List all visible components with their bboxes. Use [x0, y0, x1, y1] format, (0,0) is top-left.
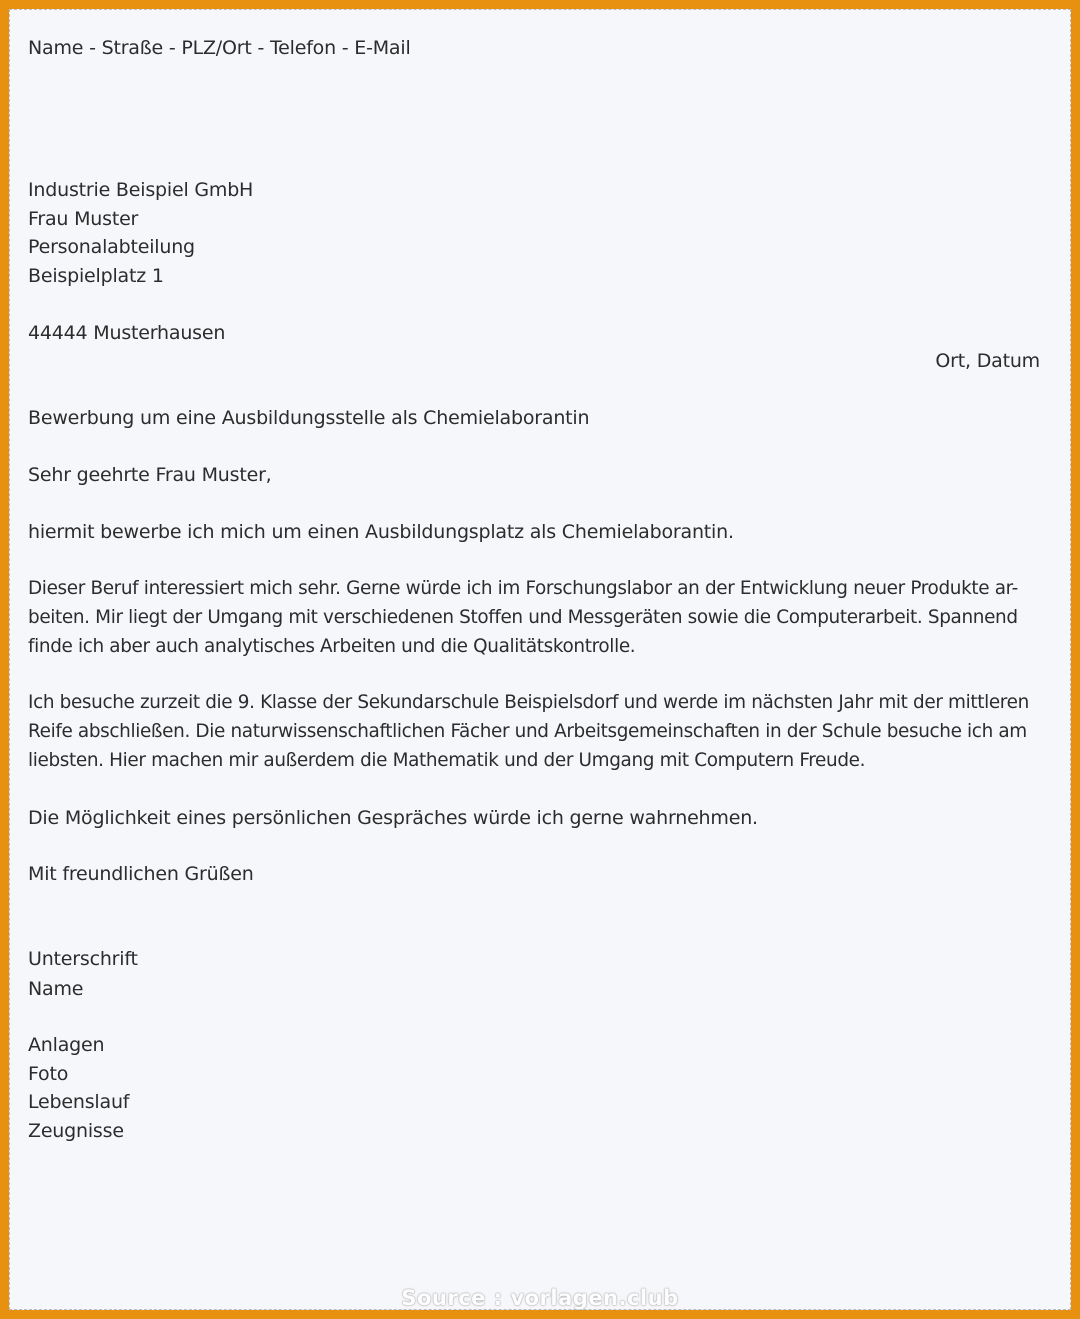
- recipient-company: Industrie Beispiel GmbH: [28, 179, 254, 201]
- paragraph-line: liebsten. Hier machen mir außerdem die Mathematik und der Umgang mit Computern Freude.: [28, 749, 866, 771]
- paragraph-line: Ich besuche zurzeit die 9. Klasse der Sekundarschule Beispielsdorf und werde im nächsten Jahr mit der mittleren: [28, 692, 1029, 713]
- recipient-department: Personalabteilung: [28, 236, 195, 258]
- recipient-person: Frau Muster: [28, 208, 139, 230]
- paragraph-interview: Die Möglichkeit eines persönlichen Gespräches würde ich gerne wahrnehmen.: [28, 807, 758, 829]
- paragraph-motivation: [28, 575, 1028, 661]
- recipient-street: Beispielplatz 1: [28, 265, 164, 287]
- paragraph-line: finde ich aber auch analytisches Arbeiten und die Qualitätskontrolle.: [28, 635, 636, 657]
- recipient-city: 44444 Musterhausen: [28, 322, 226, 344]
- intro-sentence: hiermit bewerbe ich mich um einen Ausbildungsplatz als Chemielaborantin.: [28, 521, 734, 543]
- attachments-heading: Anlagen: [28, 1034, 105, 1056]
- paragraph-school: [28, 689, 1028, 775]
- place-date: Ort, Datum: [935, 350, 1040, 372]
- attachment-item: Foto: [28, 1063, 69, 1085]
- paragraph-line: beiten. Mir liegt der Umgang mit verschiedenen Stoffen und Messgeräten sowie die Computerarbeit. Spannend: [28, 606, 1018, 628]
- signature-placeholder: Unterschrift: [28, 948, 138, 970]
- salutation: Sehr geehrte Frau Muster,: [28, 464, 272, 486]
- source-watermark: Source : vorlagen.club: [401, 1286, 679, 1310]
- subject-line: Bewerbung um eine Ausbildungsstelle als Chemielaborantin: [28, 407, 590, 429]
- paragraph-line: Dieser Beruf interessiert mich sehr. Gerne würde ich im Forschungslabor an der Entwicklung neuer Produkte ar-: [28, 578, 1018, 599]
- sender-name: Name: [28, 978, 84, 1000]
- sender-line: Name - Straße - PLZ/Ort - Telefon - E-Mail: [28, 37, 411, 59]
- closing: Mit freundlichen Grüßen: [28, 863, 254, 885]
- paragraph-line: Reife abschließen. Die naturwissenschaftlichen Fächer und Arbeitsgemeinschaften in der Schule besuche ich am: [28, 720, 1027, 742]
- attachment-item: Zeugnisse: [28, 1120, 124, 1142]
- attachment-item: Lebenslauf: [28, 1091, 130, 1113]
